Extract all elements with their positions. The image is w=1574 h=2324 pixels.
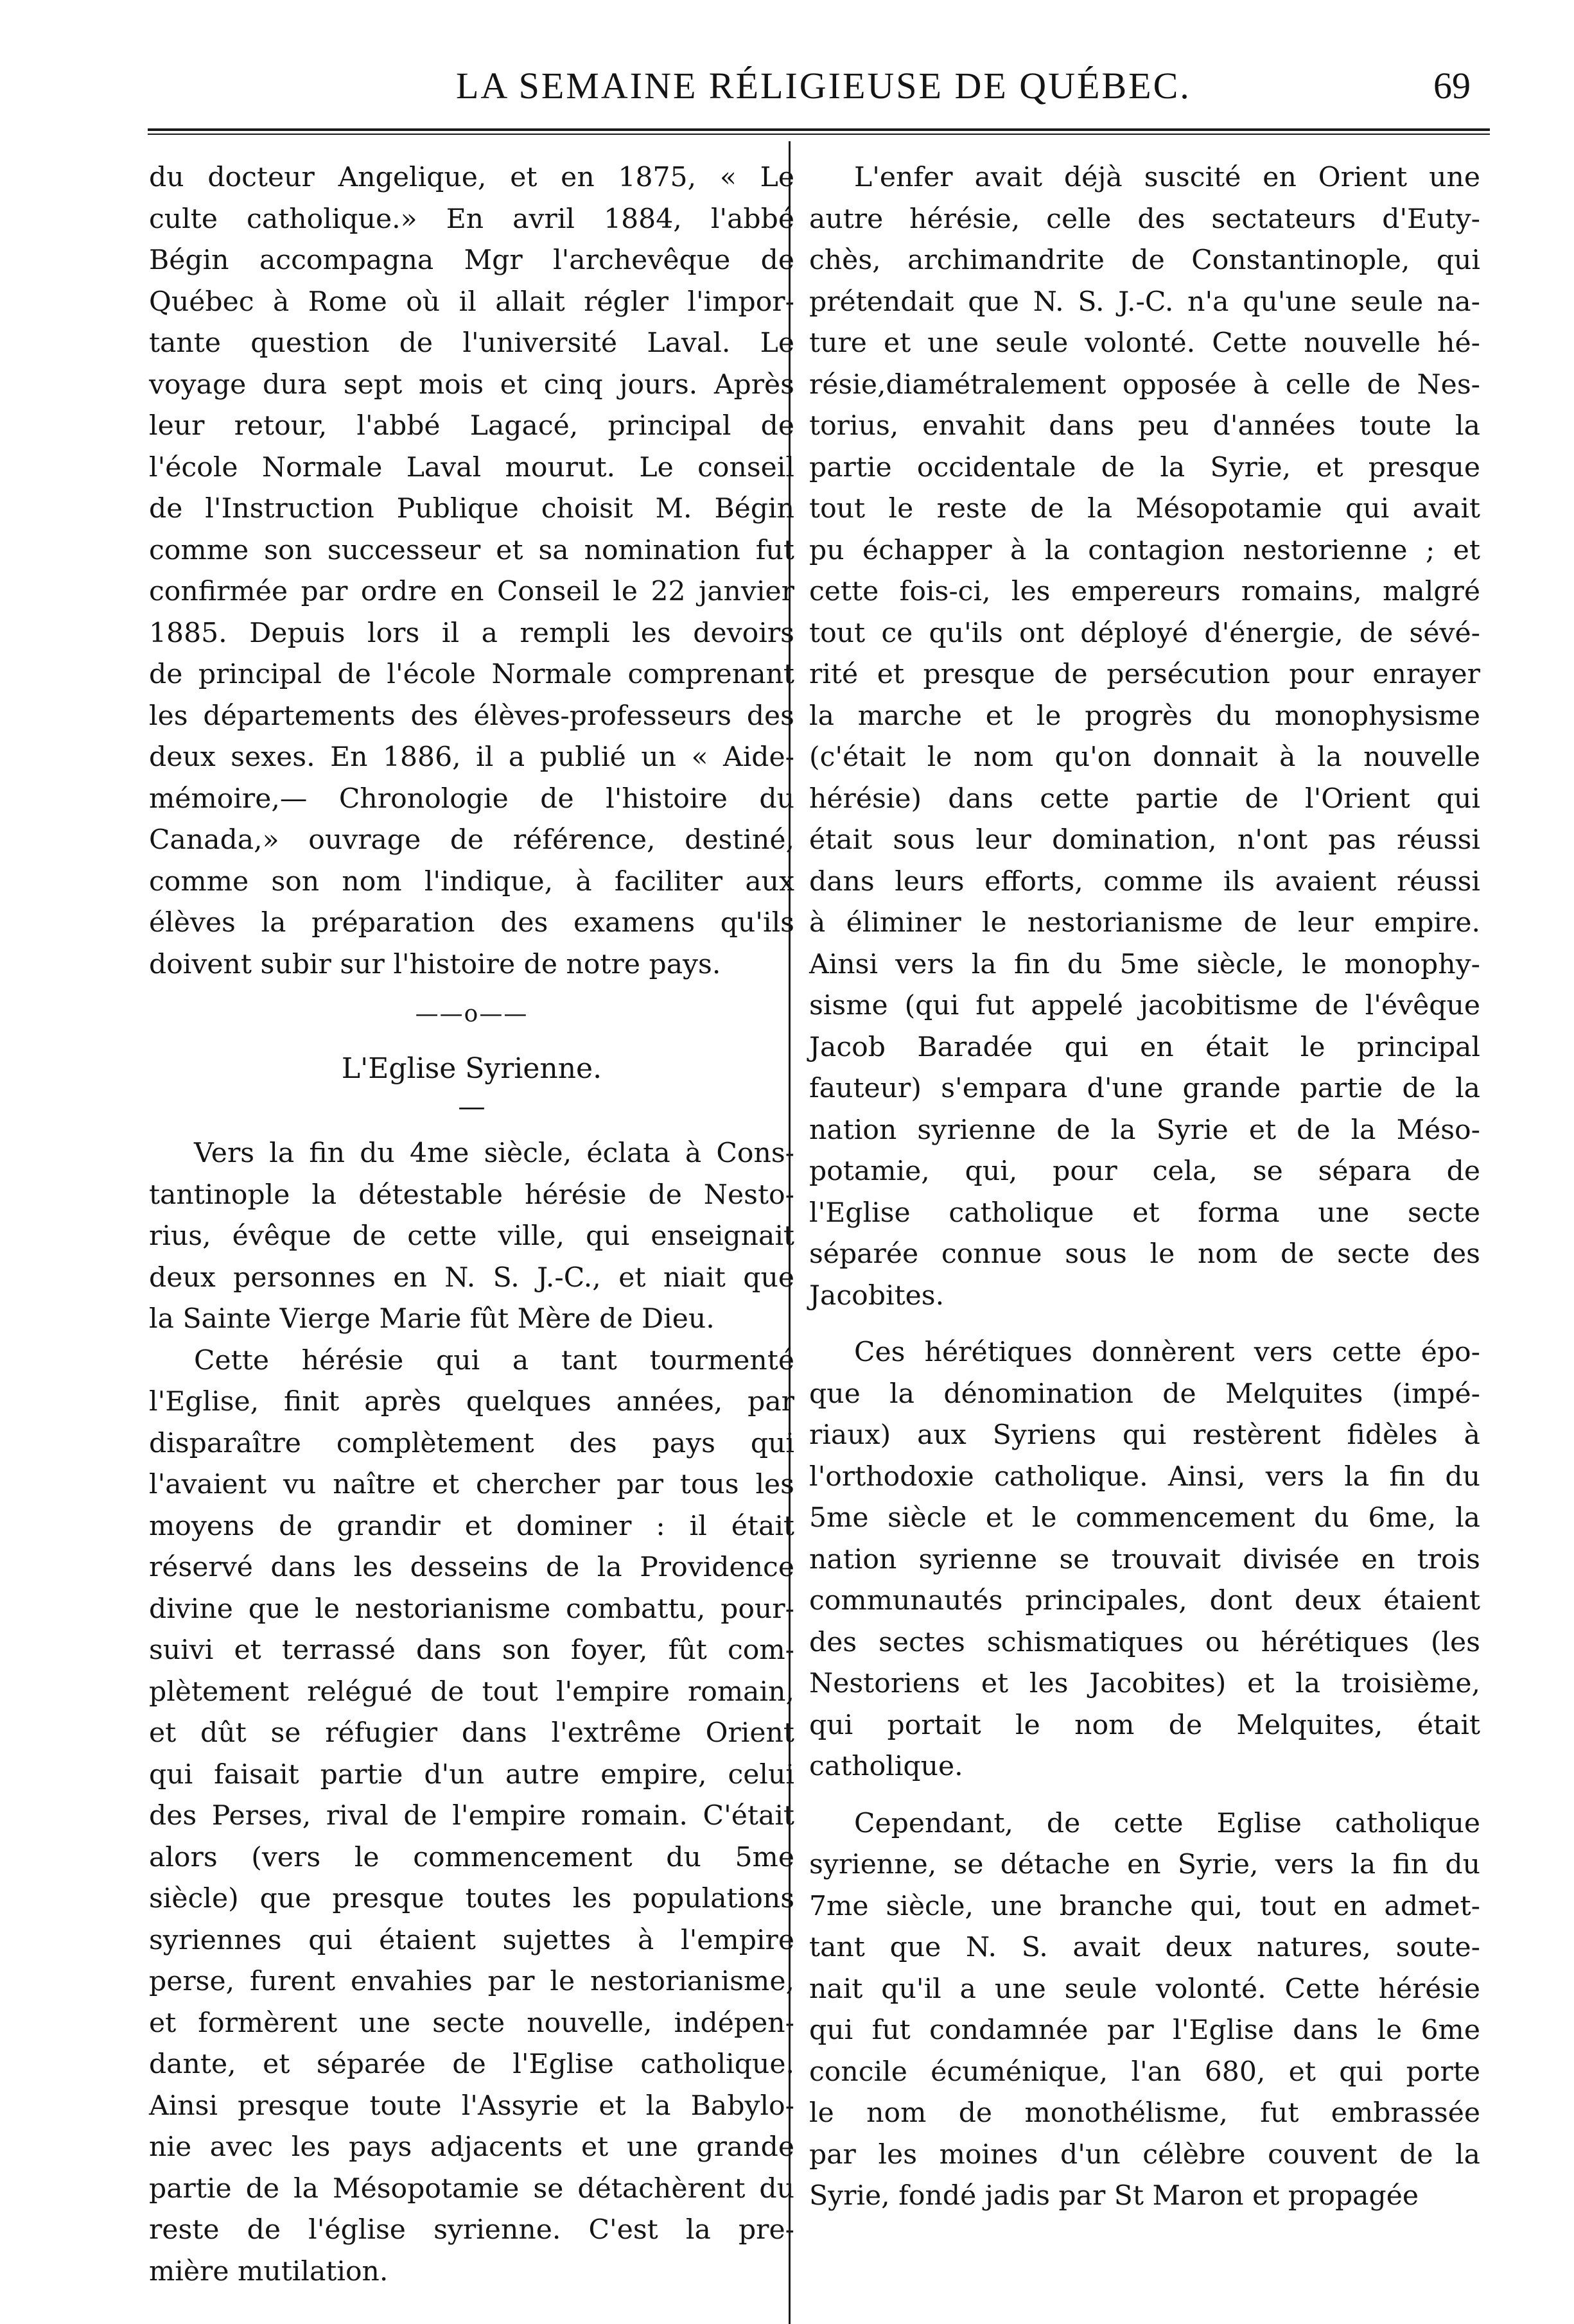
text-line: des sectes schismatiques ou hérétiques (les [809,1626,1480,1658]
text-line: tout ce qu'ils ont déployé d'énergie, de sévé- [809,617,1480,649]
text-line: prétendait que N. S. J.-C. n'a qu'une seule na- [809,286,1480,318]
text-line: L'enfer avait déjà suscité en Orient une [854,162,1480,193]
text-line: l'Eglise catholique et forma une secte [809,1197,1480,1229]
text-line: catholique. [809,1751,963,1782]
text-line: était sous leur domination, n'ont pas réussi [809,824,1480,856]
text-line: syrienne, se détache en Syrie, vers la fin du [809,1849,1480,1880]
text-line: syriennes qui étaient sujettes à l'empire [149,1924,794,1956]
text-line: 5me siècle et le commencement du 6me, la [809,1502,1480,1534]
text-line: pu échapper à la contagion nestorienne ; et [809,534,1480,566]
section-title: L'Eglise Syrienne. [341,1052,602,1085]
text-line: comme son nom l'indique, à faciliter aux [149,865,794,898]
text-line: partie occidentale de la Syrie, et presque [809,451,1480,483]
paragraph [149,1133,794,1340]
text-line: le nom de monothélisme, fut embrassée [809,2097,1480,2129]
text-line: Vers la fin du 4me siècle, éclata à Cons- [194,1138,794,1169]
text-line: autre hérésie, celle des sectateurs d'Euty- [809,203,1480,235]
text-line: 1885. Depuis lors il a rempli les devoirs [149,617,794,649]
text-line: chès, archimandrite de Constantinople, qui [809,245,1480,276]
text-line: sisme (qui fut appelé jacobitisme de l'évêque [809,990,1480,1021]
text-line: (c'était le nom qu'on donnait à la nouvelle [809,741,1480,773]
text-line: Ainsi presque toute l'Assyrie et la Babylo- [149,2090,794,2122]
text-line: réservé dans les desseins de la Providence [149,1552,794,1583]
text-line: Nestoriens et les Jacobites) et la troisième, [809,1668,1480,1699]
text-line: potamie, qui, pour cela, se sépara de [809,1156,1480,1187]
page-number: 69 [1433,65,1471,107]
text-line: ture et une seule volonté. Cette nouvelle hé- [809,327,1480,359]
text-line: la Sainte Vierge Marie fût Mère de Dieu. [149,1303,715,1335]
text-line: l'orthodoxie catholique. Ainsi, vers la fin du [809,1461,1480,1493]
text-line: et formèrent une secte nouvelle, indépen- [149,2007,794,2039]
text-line: rius, évêque de cette ville, qui enseignait [149,1220,794,1252]
text-line: disparaître complètement des pays qui [149,1427,794,1459]
text-line: résie,diamétralement opposée à celle de Nes- [809,369,1480,401]
text-line: leur retour, l'abbé Lagacé, principal de [149,410,794,442]
text-line: l'avaient vu naître et chercher par tous les [149,1469,794,1500]
text-line: de l'Instruction Publique choisit M. Bégin [149,493,794,525]
text-line: séparée connue sous le nom de secte des [809,1238,1480,1270]
text-line: siècle) que presque toutes les populations [149,1883,794,1914]
text-line: nation syrienne de la Syrie et de la Méso- [809,1114,1480,1146]
page-header [148,64,1496,116]
text-line: Canada,» ouvrage de référence, destiné, [149,824,794,856]
text-line: Jacobites. [809,1279,945,1312]
text-line: Jacob Baradée qui en était le principal [809,1031,1480,1063]
section-separator: ——o—— [415,1001,529,1027]
text-line: fauteur) s'empara d'une grande partie de la [809,1073,1480,1104]
paragraph [149,1340,794,2293]
text-line: comme son successeur et sa nomination fut [149,534,794,566]
paragraph [809,1803,1480,2217]
text-line: alors (vers le commencement du 5me [149,1841,794,1873]
text-line: suivi et terrassé dans son foyer, fût com- [149,1635,794,1666]
text-line: Syrie, fondé jadis par St Maron et propagée [809,2180,1419,2212]
text-line: tante question de l'université Laval. Le [149,327,794,359]
running-title: LA SEMAINE RÉLIGIEUSE DE QUÉBEC. [456,65,1191,107]
text-line: Bégin accompagna Mgr l'archevêque de [149,245,794,276]
text-line: tantinople la détestable hérésie de Nesto- [149,1179,794,1211]
paragraph-gap [809,1317,1480,1332]
text-line: doivent subir sur l'histoire de notre pays. [149,948,721,980]
text-line: l'Eglise, finit après quelques années, par [149,1386,794,1418]
text-line: divine que le nestorianisme combattu, pour- [149,1593,794,1625]
text-line: nait qu'il a une seule volonté. Cette hérésie [809,1973,1480,2005]
text-line: Cependant, de cette Eglise catholique [854,1807,1480,1839]
text-line: élèves la préparation des examens qu'ils [149,907,794,939]
text-line: reste de l'église syrienne. C'est la pre- [149,2214,794,2246]
text-line: que la dénomination de Melquites (impé- [809,1378,1480,1410]
title-dash: — [458,1091,485,1123]
text-line: Québec à Rome où il allait régler l'impor- [149,286,794,318]
text-line: mémoire,— Chronologie de l'histoire du [149,783,794,815]
right-column [809,157,1480,2217]
text-line: voyage dura sept mois et cinq jours. Après [149,369,794,401]
text-line: la marche et le progrès du monophysisme [809,700,1480,732]
text-line: l'école Normale Laval mourut. Le conseil [149,451,794,483]
text-line: et dût se réfugier dans l'extrême Orient [149,1717,794,1749]
text-line: perse, furent envahies par le nestorianisme, [149,1966,794,1997]
text-line: du docteur Angelique, et en 1875, « Le [149,162,794,193]
text-line: qui faisait partie d'un autre empire, celui [149,1758,794,1791]
paragraph [809,1332,1480,1788]
text-line: torius, envahit dans peu d'années toute la [809,410,1480,442]
text-line: confirmée par ordre en Conseil le 22 janvier [149,576,794,607]
text-line: moyens de grandir et dominer : il était [149,1510,794,1542]
text-line: riaux) aux Syriens qui restèrent fidèles à [809,1419,1480,1451]
text-line: des Perses, rival de l'empire romain. C'était [149,1800,794,1832]
text-line: par les moines d'un célèbre couvent de la [809,2138,1480,2171]
header-rule [148,128,1490,135]
text-line: qui portait le nom de Melquites, était [809,1709,1480,1741]
paragraph-gap [809,1788,1480,1803]
text-line: Cette hérésie qui a tant tourmenté [194,1344,794,1376]
paragraph-continued [149,157,794,985]
text-line: cette fois-ci, les empereurs romains, malgré [809,576,1480,607]
text-line: culte catholique.» En avril 1884, l'abbé [149,203,794,235]
text-line: tout le reste de la Mésopotamie qui avait [809,493,1480,525]
text-line: communautés principales, dont deux étaient [809,1585,1480,1617]
text-line: partie de la Mésopotamie se détachèrent du [149,2172,794,2205]
text-line: hérésie) dans cette partie de l'Orient qui [809,783,1480,815]
text-line: deux personnes en N. S. J.-C., et niait que [149,1262,794,1294]
text-line: Ces hérétiques donnèrent vers cette épo- [854,1337,1480,1368]
text-line: qui fut condamnée par l'Eglise dans le 6me [809,2015,1480,2046]
text-line: nie avec les pays adjacents et une grande [149,2131,794,2163]
text-line: mière mutilation. [149,2255,389,2287]
text-line: Ainsi vers la fin du 5me siècle, le monophy- [809,948,1480,980]
text-line: 7me siècle, une branche qui, tout en admet- [809,1890,1480,1922]
paragraph [809,157,1480,1317]
text-line: de principal de l'école Normale comprenant [149,659,794,690]
text-line: dans leurs efforts, comme ils avaient réussi [809,865,1480,898]
text-line: à éliminer le nestorianisme de leur empire. [809,907,1480,939]
text-line: rité et presque de persécution pour enrayer [809,659,1480,690]
text-line: les départements des élèves-professeurs des [149,700,794,732]
text-line: tant que N. S. avait deux natures, soute- [809,1932,1480,1963]
text-line: concile écuménique, l'an 680, et qui porte [809,2056,1480,2088]
text-line: deux sexes. En 1886, il a publié un « Aide- [149,741,794,773]
left-column [149,157,794,2293]
text-line: nation syrienne se trouvait divisée en trois [809,1543,1480,1575]
text-line: dante, et séparée de l'Eglise catholique. [149,2049,794,2080]
text-line: plètement relégué de tout l'empire romain, [149,1676,794,1708]
